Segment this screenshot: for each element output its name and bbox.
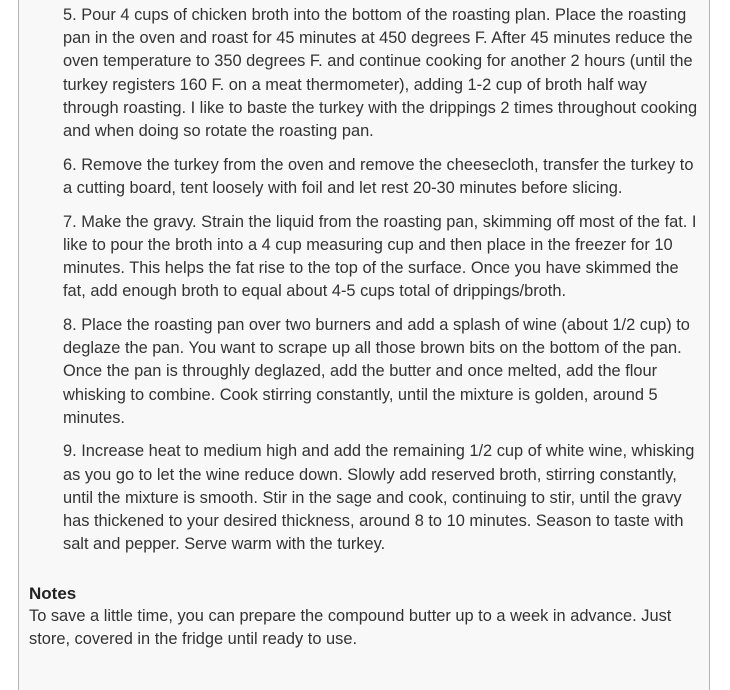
notes-text: To save a little time, you can prepare the compound butter up to a week in advance. Just store, covered in the fridge until ready to use. [29, 607, 672, 648]
notes-heading: Notes [29, 584, 77, 603]
instructions-list [63, 4, 703, 567]
instruction-step: 9. Increase heat to medium high and add the remaining 1/2 cup of white wine, whisking as you go to let the wine reduce down. Slowly add reserved broth, stirring constantly, until the mixture is smooth. Stir in the sage and cook, continuing to stir, until the gravy has thickened to your desired thickness, around 8 to 10 minutes. Season to taste with salt and pepper. Serve warm with the turkey. [63, 442, 695, 554]
instruction-step: 6. Remove the turkey from the oven and remove the cheesecloth, transfer the turkey to a cutting board, tent loosely with foil and let rest 20-30 minutes before slicing. [63, 155, 694, 197]
recipe-card [18, 0, 710, 690]
notes-section [29, 582, 709, 650]
instruction-step: 8. Place the roasting pan over two burners and add a splash of wine (about 1/2 cup) to deglaze the pan. You want to scrape up all those brown bits on the bottom of the pan. Once the pan is throughly deglazed, add the butter and once melted, add the flour whisking to combine. Cook stirring constantly, until the mixture is golden, around 5 minutes. [63, 315, 690, 427]
instruction-step: 5. Pour 4 cups of chicken broth into the bottom of the roasting plan. Place the roasting pan in the oven and roast for 45 minutes at 450 degrees F. After 45 minutes reduce the oven temperature to 350 degrees F. and continue cooking for another 2 hours (until the turkey registers 160 F. on a meat thermometer), adding 1-2 cup of broth half way through roasting. I like to baste the turkey with the drippings 2 times throughout cooking and when doing so rotate the roasting pan. [63, 6, 698, 141]
instruction-step: 7. Make the gravy. Strain the liquid from the roasting pan, skimming off most of the fat. I like to pour the broth into a 4 cup measuring cup and then place in the freezer for 10 minutes. This helps the fat rise to the top of the surface. Once you have skimmed the fat, add enough broth to equal about 4-5 cups total of drippings/broth. [63, 212, 697, 301]
